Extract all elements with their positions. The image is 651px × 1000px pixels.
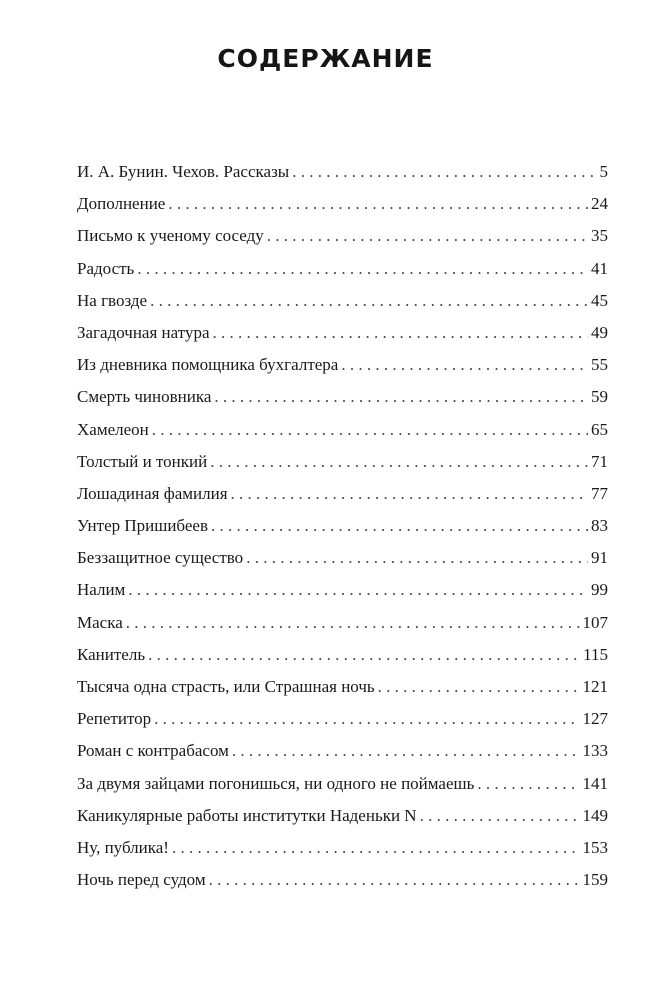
toc-entry-title: Репетитор <box>77 709 152 729</box>
toc-entry-title: Из дневника помощника бухгалтера <box>77 355 339 375</box>
toc-entry-title: Письмо к ученому соседу <box>77 226 264 246</box>
dot-leader <box>420 800 580 832</box>
toc-entry <box>77 639 608 671</box>
toc-entry-title: На гвозде <box>77 290 148 310</box>
dot-leader <box>210 446 588 478</box>
toc-entry <box>77 188 608 220</box>
toc-entry-page-number: 115 <box>583 644 608 664</box>
dot-leader <box>214 381 588 413</box>
toc-entry <box>77 381 608 413</box>
toc-entry-page-number: 41 <box>591 258 608 278</box>
toc-entry-page-number: 149 <box>582 805 608 825</box>
toc-entry-title: Беззащитное существо <box>77 548 244 568</box>
dot-leader <box>128 574 588 606</box>
toc-entry <box>77 671 608 703</box>
toc-entry <box>77 607 608 639</box>
toc-entry-title: Ночь перед судом <box>77 870 206 890</box>
dot-leader <box>211 510 588 542</box>
toc-entry <box>77 156 608 188</box>
dot-leader <box>267 220 588 252</box>
toc-entry <box>77 800 608 832</box>
toc-entry <box>77 220 608 252</box>
toc-entry-page-number: 141 <box>582 773 608 793</box>
dot-leader <box>246 542 588 574</box>
dot-leader <box>154 703 579 735</box>
toc-entry-title: Ну, публика! <box>77 837 169 857</box>
dot-leader <box>137 253 588 285</box>
toc-entry <box>77 542 608 574</box>
toc-entry-title: Тысяча одна страсть, или Страшная ночь <box>77 677 375 696</box>
toc-entry <box>77 768 608 800</box>
dot-leader <box>152 414 588 446</box>
page-title: СОДЕРЖАНИЕ <box>217 44 434 73</box>
toc-entry-page-number: 91 <box>591 548 608 568</box>
toc-entry <box>77 735 608 767</box>
toc-entry-page-number: 59 <box>591 387 608 407</box>
dot-leader <box>477 768 579 800</box>
toc-entry <box>77 317 608 349</box>
toc-entry <box>77 574 608 606</box>
toc-entry-title: Каникулярные работы институтки Наденьки N <box>77 805 417 825</box>
dot-leader <box>168 188 588 220</box>
toc-entry-title: Хамелеон <box>77 419 149 439</box>
toc-entry-title: Роман с контрабасом <box>77 741 229 761</box>
toc-entry-title: За двумя зайцами погонишься, ни одного не поймаешь <box>77 773 475 793</box>
toc-entry-page-number: 71 <box>591 451 608 471</box>
toc-entry-page-number: 35 <box>591 226 608 246</box>
dot-leader <box>150 285 588 317</box>
dot-leader <box>148 639 580 671</box>
dot-leader <box>292 156 596 188</box>
dot-leader <box>341 349 588 381</box>
toc-entry-title: Лошадиная фамилия <box>77 483 228 503</box>
toc-entry-page-number: 107 <box>582 612 608 632</box>
toc-entry-page-number: 83 <box>591 516 608 536</box>
toc-entry-title: Радость <box>77 258 135 278</box>
toc-entry <box>77 253 608 285</box>
toc-entry-page-number: 121 <box>582 677 608 696</box>
toc-entry-page-number: 55 <box>591 355 608 375</box>
dot-leader <box>172 832 580 864</box>
toc-entry <box>77 478 608 510</box>
toc-entry-page-number: 77 <box>591 483 608 503</box>
toc-entry-title: Маска <box>77 612 123 632</box>
toc-entry-title: Толстый и тонкий <box>77 451 208 471</box>
toc-entry <box>77 864 608 896</box>
toc-entry-page-number: 45 <box>591 290 608 310</box>
dot-leader <box>378 671 580 703</box>
toc-entry-page-number: 127 <box>582 709 608 729</box>
dot-leader <box>231 478 588 510</box>
toc-entry-page-number: 49 <box>591 322 608 342</box>
toc-entry-page-number: 5 <box>599 162 608 181</box>
toc-entry-title: Смерть чиновника <box>77 387 212 407</box>
dot-leader <box>232 735 580 767</box>
toc-entry-page-number: 159 <box>582 870 608 890</box>
dot-leader <box>213 317 588 349</box>
toc-entry-title: Загадочная натура <box>77 322 210 342</box>
toc-entry-page-number: 133 <box>582 741 608 761</box>
toc-entry <box>77 510 608 542</box>
toc-entry <box>77 349 608 381</box>
toc-entry-title: Налим <box>77 580 126 600</box>
toc-entry-title: Унтер Пришибеев <box>77 516 208 536</box>
toc-entry-page-number: 153 <box>582 837 608 857</box>
dot-leader <box>126 607 580 639</box>
toc-entry <box>77 832 608 864</box>
toc-entry <box>77 414 608 446</box>
toc-entry <box>77 703 608 735</box>
toc-entry-title: И. А. Бунин. Чехов. Рассказы <box>77 162 290 181</box>
toc-entry <box>77 285 608 317</box>
toc-entry <box>77 446 608 478</box>
toc-entry-page-number: 65 <box>591 419 608 439</box>
dot-leader <box>209 864 580 896</box>
table-of-contents <box>77 156 608 896</box>
toc-entry-page-number: 24 <box>591 194 608 214</box>
toc-entry-title: Дополнение <box>77 194 166 214</box>
toc-entry-page-number: 99 <box>591 580 608 600</box>
toc-entry-title: Канитель <box>77 644 146 664</box>
